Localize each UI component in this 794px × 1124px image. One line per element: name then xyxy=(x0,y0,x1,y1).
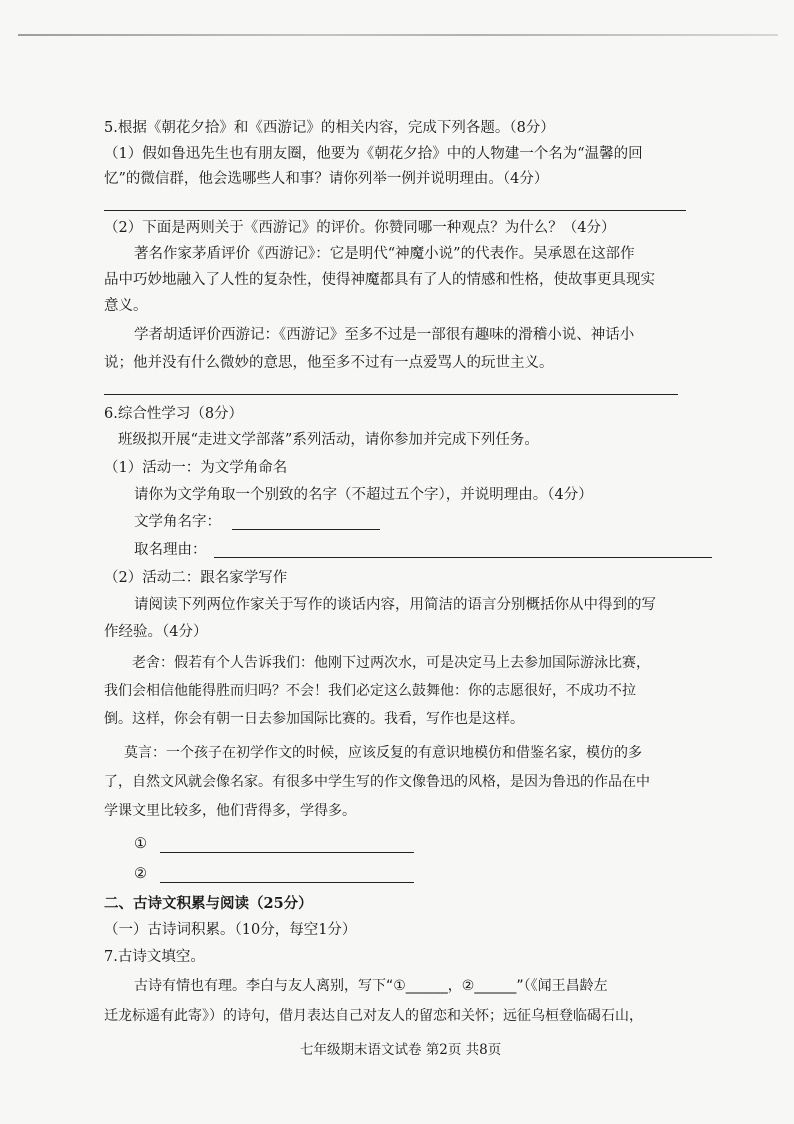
naming-reason-input[interactable] xyxy=(214,557,712,558)
section2-title: 二、古诗文积累与阅读（25分） xyxy=(104,895,313,912)
answer-marker-2: ② xyxy=(134,866,147,882)
literature-corner-name-input[interactable] xyxy=(232,529,380,530)
q7-title: 7.古诗文填空。 xyxy=(104,949,205,965)
maodun-line2: 品中巧妙地融入了人性的复杂性，使得神魔都具有了人的情感和性格，使故事更具现实 xyxy=(104,272,655,288)
q7-line1: 古诗有情也有理。李白与友人离别，写下“①______，②______”（《闻王昌龄左 xyxy=(134,978,608,994)
laoshe-line2: 我们会相信他能得胜而归吗？不会！我们必定这么鼓舞他：你的志愿很好，不成功不拉 xyxy=(104,683,636,699)
section2-subsection1: （一）古诗词积累。（10分，每空1分） xyxy=(104,922,357,938)
hushi-line1: 学者胡适评价西游记：《西游记》至多不过是一部很有趣味的滑稽小说、神话小 xyxy=(134,327,635,343)
q5-part1-line2: 忆”的微信群，他会选哪些人和事？请你列举一例并说明理由。（4分） xyxy=(104,171,549,187)
answer-marker-1: ① xyxy=(134,836,147,852)
q6-intro: 班级拟开展“走进文学部落”系列活动，请你参加并完成下列任务。 xyxy=(118,432,539,448)
activity2-task-line1: 请阅读下列两位作家关于写作的谈话内容，用简洁的语言分别概括你从中得到的写 xyxy=(134,597,656,613)
activity2-title: （2）活动二：跟名家学写作 xyxy=(104,570,288,586)
literature-corner-name-label: 文学角名字： xyxy=(134,514,221,530)
hushi-line2: 说；他并没有什么微妙的意思，他至多不过有一点爱骂人的玩世主义。 xyxy=(104,355,554,371)
maodun-line1: 著名作家茅盾评价《西游记》：它是明代“神魔小说”的代表作。吴承恩在这部作 xyxy=(134,246,635,262)
moyan-line3: 学课文里比较多，他们背得多，学得多。 xyxy=(104,803,356,819)
maodun-line3: 意义。 xyxy=(104,298,148,314)
q5-title: 5.根据《朝花夕拾》和《西游记》的相关内容，完成下列各题。（8分） xyxy=(104,120,555,136)
laoshe-line1: 老舍：假若有个人告诉我们：他刚下过两次水，可是决定马上去参加国际游泳比赛， xyxy=(132,655,650,671)
q5-part2-title: （2）下面是两则关于《西游记》的评价。你赞同哪一种观点？为什么？（4分） xyxy=(104,220,616,236)
naming-reason-label: 取名理由： xyxy=(134,542,207,558)
q5-part1-line1: （1）假如鲁迅先生也有朋友圈，他要为《朝花夕拾》中的人物建一个名为“温馨的回 xyxy=(104,146,643,162)
laoshe-line3: 倒。这样，你会有朝一日去参加国际比赛的。我看，写作也是这样。 xyxy=(104,711,524,727)
activity2-task-line2: 作经验。（4分） xyxy=(104,624,208,640)
moyan-line2: 了，自然文风就会像名家。有很多中学生写的作文像鲁迅的风格，是因为鲁迅的作品在中 xyxy=(104,774,650,790)
page-footer: 七年级期末语文试卷 第2页 共8页 xyxy=(300,1042,502,1058)
q6-title: 6.综合性学习（8分） xyxy=(104,406,244,422)
activity1-title: （1）活动一：为文学角命名 xyxy=(104,460,288,476)
q5-part1-answer-line[interactable] xyxy=(104,210,686,211)
q7-line2: 迁龙标遥有此寄》）的诗句，借月表达自己对友人的留恋和关怀；远征乌桓登临碣石山， xyxy=(104,1008,643,1024)
answer-line-1[interactable] xyxy=(160,852,414,853)
activity1-task: 请你为文学角取一个别致的名字（不超过五个字），并说明理由。（4分） xyxy=(134,487,593,503)
moyan-line1: 莫言：一个孩子在初学作文的时候，应该反复的有意识地模仿和借鉴名家，模仿的多 xyxy=(124,745,642,761)
q5-part2-answer-line[interactable] xyxy=(104,394,678,395)
answer-line-2[interactable] xyxy=(160,882,414,883)
